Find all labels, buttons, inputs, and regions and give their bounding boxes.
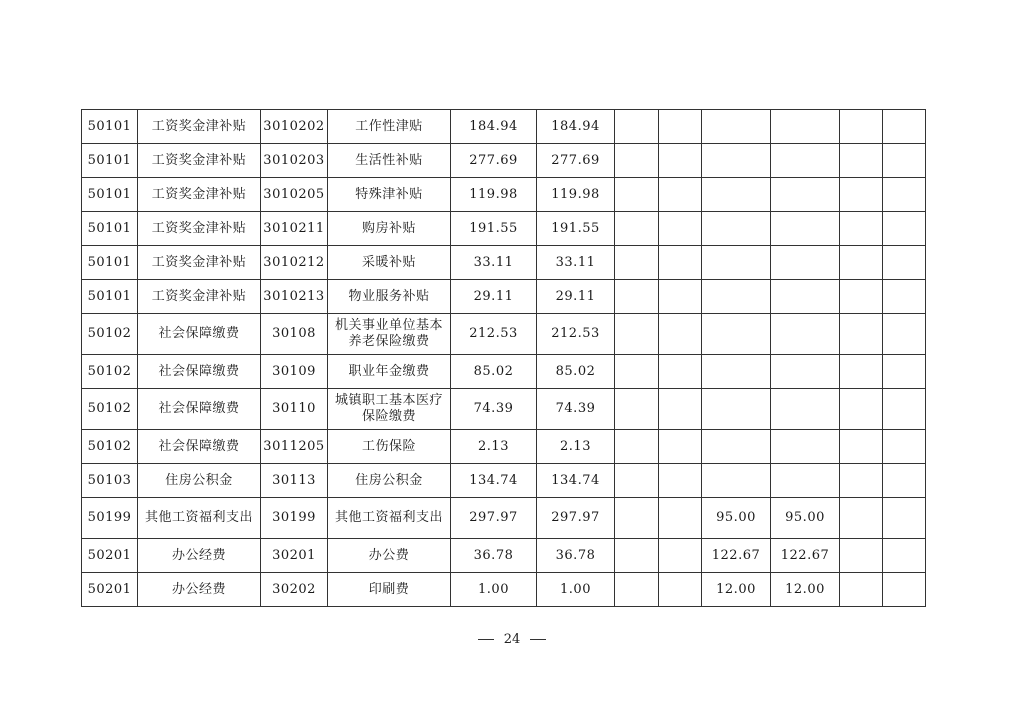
- total-amount-text: 119.98: [469, 186, 518, 202]
- basic-amount-cell: [537, 389, 615, 430]
- econ-class-name-cell: [138, 144, 261, 178]
- table-row: [82, 110, 926, 144]
- total-amount-text: 29.11: [473, 288, 514, 304]
- econ-class-name-text: 办公经费: [171, 547, 226, 563]
- subject-code-cell: [261, 144, 328, 178]
- econ-class-code-cell: [82, 144, 138, 178]
- col-9-cell: [702, 539, 771, 573]
- econ-class-name-text: 工资奖金津补贴: [151, 152, 247, 168]
- col-8-cell: [659, 110, 702, 144]
- subject-code-cell: [261, 110, 328, 144]
- econ-class-code-text: 50102: [87, 326, 132, 341]
- econ-class-code-cell: [82, 355, 138, 389]
- table-row: [82, 280, 926, 314]
- col-12-cell: [883, 539, 926, 573]
- table-row: [82, 430, 926, 464]
- col-9-cell: [702, 389, 771, 430]
- col-12-cell: [883, 212, 926, 246]
- col-9-cell: [702, 573, 771, 607]
- table-row: [82, 539, 926, 573]
- subject-name-text: 特殊津补贴: [355, 186, 423, 202]
- col-7-cell: [615, 280, 659, 314]
- col-9-text: 12.00: [716, 581, 756, 597]
- col-10-text: 122.67: [780, 547, 830, 563]
- econ-class-name-text: 社会保障缴费: [158, 401, 240, 416]
- basic-amount-text: 297.97: [551, 510, 600, 525]
- basic-amount-text: 212.53: [551, 326, 600, 341]
- subject-name-cell: [328, 246, 451, 280]
- econ-class-code-cell: [82, 212, 138, 246]
- basic-amount-text: 33.11: [555, 254, 596, 270]
- col-8-cell: [659, 280, 702, 314]
- subject-code-cell: [261, 539, 328, 573]
- total-amount-text: 297.97: [469, 510, 518, 525]
- basic-amount-cell: [537, 573, 615, 607]
- col-8-cell: [659, 144, 702, 178]
- basic-amount-text: 134.74: [551, 472, 600, 488]
- total-amount-cell: [451, 314, 537, 355]
- col-10-cell: [771, 573, 840, 607]
- subject-code-text: 3011205: [263, 438, 325, 454]
- basic-amount-text: 2.13: [560, 438, 591, 454]
- subject-code-cell: [261, 314, 328, 355]
- col-7-cell: [615, 389, 659, 430]
- col-12-cell: [883, 430, 926, 464]
- col-7-cell: [615, 178, 659, 212]
- econ-class-name-text: 工资奖金津补贴: [151, 220, 247, 236]
- table-row: [82, 573, 926, 607]
- col-10-cell: [771, 246, 840, 280]
- subject-name-text: 工作性津贴: [355, 118, 423, 134]
- subject-name-cell: [328, 144, 451, 178]
- basic-amount-text: 74.39: [555, 401, 596, 416]
- econ-class-name-text: 工资奖金津补贴: [151, 118, 247, 134]
- subject-name-cell: [328, 355, 451, 389]
- footer-dash-left: [478, 639, 494, 640]
- econ-class-code-cell: [82, 573, 138, 607]
- total-amount-cell: [451, 246, 537, 280]
- econ-class-code-text: 50101: [87, 186, 132, 202]
- col-7-cell: [615, 430, 659, 464]
- subject-name-text: 其他工资福利支出: [334, 510, 443, 525]
- econ-class-name-cell: [138, 573, 261, 607]
- col-11-cell: [840, 280, 883, 314]
- col-9-cell: [702, 110, 771, 144]
- subject-code-cell: [261, 430, 328, 464]
- subject-code-cell: [261, 355, 328, 389]
- econ-class-name-cell: [138, 110, 261, 144]
- total-amount-cell: [451, 212, 537, 246]
- subject-code-text: 30110: [272, 401, 316, 416]
- econ-class-code-text: 50103: [87, 472, 132, 488]
- table-row: [82, 314, 926, 355]
- basic-amount-text: 277.69: [551, 152, 600, 168]
- col-11-cell: [840, 464, 883, 498]
- subject-name-cell: [328, 212, 451, 246]
- econ-class-code-text: 50101: [87, 220, 132, 236]
- col-11-cell: [840, 498, 883, 539]
- col-8-cell: [659, 314, 702, 355]
- col-10-text: 12.00: [785, 581, 825, 597]
- col-10-cell: [771, 389, 840, 430]
- total-amount-text: 277.69: [469, 152, 518, 168]
- econ-class-name-cell: [138, 314, 261, 355]
- econ-class-code-cell: [82, 498, 138, 539]
- total-amount-cell: [451, 110, 537, 144]
- total-amount-text: 1.00: [478, 581, 509, 597]
- econ-class-code-text: 50101: [87, 152, 132, 168]
- econ-class-code-cell: [82, 464, 138, 498]
- col-9-cell: [702, 144, 771, 178]
- col-8-cell: [659, 355, 702, 389]
- col-11-cell: [840, 178, 883, 212]
- col-10-cell: [771, 314, 840, 355]
- col-12-cell: [883, 280, 926, 314]
- table-row: [82, 355, 926, 389]
- col-11-cell: [840, 212, 883, 246]
- total-amount-text: 36.78: [473, 547, 514, 563]
- col-12-cell: [883, 355, 926, 389]
- total-amount-cell: [451, 355, 537, 389]
- subject-name-cell: [328, 430, 451, 464]
- col-11-cell: [840, 573, 883, 607]
- subject-code-text: 3010205: [263, 186, 325, 202]
- subject-code-text: 30109: [272, 363, 316, 379]
- subject-name-text: 城镇职工基本医疗保险缴费: [334, 393, 443, 424]
- econ-class-name-text: 工资奖金津补贴: [151, 288, 247, 304]
- col-10-cell: [771, 178, 840, 212]
- econ-class-code-text: 50101: [87, 288, 132, 304]
- econ-class-code-cell: [82, 314, 138, 355]
- table-row: [82, 178, 926, 212]
- total-amount-cell: [451, 464, 537, 498]
- col-12-cell: [883, 389, 926, 430]
- col-8-cell: [659, 464, 702, 498]
- col-10-cell: [771, 539, 840, 573]
- col-12-cell: [883, 573, 926, 607]
- total-amount-text: 2.13: [478, 438, 509, 454]
- basic-amount-text: 85.02: [555, 363, 596, 379]
- basic-amount-text: 191.55: [551, 220, 600, 236]
- subject-name-cell: [328, 110, 451, 144]
- subject-name-text: 办公费: [368, 547, 410, 563]
- col-7-cell: [615, 212, 659, 246]
- col-9-cell: [702, 280, 771, 314]
- col-12-cell: [883, 498, 926, 539]
- col-7-cell: [615, 464, 659, 498]
- col-7-cell: [615, 539, 659, 573]
- econ-class-name-cell: [138, 539, 261, 573]
- col-8-cell: [659, 246, 702, 280]
- col-7-cell: [615, 110, 659, 144]
- econ-class-code-text: 50101: [87, 118, 132, 134]
- econ-class-code-text: 50199: [87, 510, 132, 525]
- col-11-cell: [840, 430, 883, 464]
- table-row: [82, 498, 926, 539]
- col-11-cell: [840, 539, 883, 573]
- econ-class-code-text: 50102: [87, 363, 132, 379]
- subject-name-text: 采暖补贴: [361, 254, 416, 270]
- subject-name-cell: [328, 498, 451, 539]
- subject-code-cell: [261, 389, 328, 430]
- col-9-cell: [702, 498, 771, 539]
- basic-amount-cell: [537, 178, 615, 212]
- subject-code-text: 30201: [272, 547, 316, 563]
- econ-class-name-cell: [138, 430, 261, 464]
- total-amount-cell: [451, 539, 537, 573]
- subject-name-text: 职业年金缴费: [348, 363, 430, 379]
- econ-class-name-cell: [138, 212, 261, 246]
- econ-class-name-text: 工资奖金津补贴: [151, 254, 247, 270]
- econ-class-name-cell: [138, 355, 261, 389]
- col-10-cell: [771, 144, 840, 178]
- total-amount-cell: [451, 178, 537, 212]
- subject-code-text: 3010202: [263, 118, 325, 134]
- col-10-cell: [771, 464, 840, 498]
- col-9-cell: [702, 430, 771, 464]
- table-row: [82, 389, 926, 430]
- total-amount-cell: [451, 389, 537, 430]
- total-amount-cell: [451, 498, 537, 539]
- econ-class-code-text: 50102: [87, 438, 132, 454]
- col-9-cell: [702, 355, 771, 389]
- econ-class-code-cell: [82, 178, 138, 212]
- econ-class-code-cell: [82, 389, 138, 430]
- col-9-text: 122.67: [711, 547, 761, 563]
- total-amount-cell: [451, 430, 537, 464]
- col-11-cell: [840, 389, 883, 430]
- table-row: [82, 212, 926, 246]
- col-7-cell: [615, 246, 659, 280]
- col-7-cell: [615, 573, 659, 607]
- subject-name-text: 印刷费: [368, 581, 410, 597]
- subject-name-text: 住房公积金: [355, 472, 423, 488]
- basic-amount-cell: [537, 464, 615, 498]
- econ-class-name-text: 办公经费: [171, 581, 226, 597]
- econ-class-code-text: 50102: [87, 401, 132, 416]
- econ-class-name-cell: [138, 280, 261, 314]
- total-amount-text: 74.39: [473, 401, 514, 416]
- col-12-cell: [883, 464, 926, 498]
- subject-code-cell: [261, 280, 328, 314]
- subject-name-text: 工伤保险: [361, 438, 416, 454]
- econ-class-name-cell: [138, 178, 261, 212]
- econ-class-name-text: 社会保障缴费: [158, 438, 240, 454]
- subject-code-text: 30199: [272, 510, 316, 525]
- basic-amount-text: 36.78: [555, 547, 596, 563]
- subject-code-text: 3010211: [263, 220, 325, 236]
- col-7-cell: [615, 314, 659, 355]
- total-amount-text: 184.94: [469, 118, 518, 134]
- subject-code-text: 30108: [272, 326, 316, 341]
- total-amount-cell: [451, 573, 537, 607]
- col-11-cell: [840, 355, 883, 389]
- subject-code-cell: [261, 212, 328, 246]
- subject-code-cell: [261, 498, 328, 539]
- subject-name-cell: [328, 539, 451, 573]
- econ-class-name-text: 社会保障缴费: [158, 363, 240, 379]
- basic-amount-cell: [537, 430, 615, 464]
- subject-code-cell: [261, 246, 328, 280]
- col-11-cell: [840, 314, 883, 355]
- col-10-cell: [771, 110, 840, 144]
- total-amount-text: 212.53: [469, 326, 518, 341]
- econ-class-name-cell: [138, 498, 261, 539]
- col-9-text: 95.00: [716, 510, 756, 525]
- col-8-cell: [659, 573, 702, 607]
- col-9-cell: [702, 212, 771, 246]
- basic-amount-cell: [537, 498, 615, 539]
- table-row: [82, 246, 926, 280]
- basic-amount-cell: [537, 314, 615, 355]
- col-8-cell: [659, 539, 702, 573]
- econ-class-name-text: 住房公积金: [165, 472, 233, 488]
- subject-code-text: 30113: [272, 472, 316, 488]
- econ-class-name-text: 工资奖金津补贴: [151, 186, 247, 202]
- col-12-cell: [883, 110, 926, 144]
- col-8-cell: [659, 178, 702, 212]
- col-9-cell: [702, 246, 771, 280]
- subject-name-cell: [328, 280, 451, 314]
- basic-amount-cell: [537, 110, 615, 144]
- subject-code-text: 3010212: [263, 254, 325, 270]
- col-9-cell: [702, 314, 771, 355]
- subject-name-cell: [328, 314, 451, 355]
- econ-class-name-text: 社会保障缴费: [158, 326, 240, 341]
- table-body: [82, 110, 926, 607]
- subject-name-text: 物业服务补贴: [348, 288, 430, 304]
- basic-amount-cell: [537, 280, 615, 314]
- econ-class-name-cell: [138, 389, 261, 430]
- col-11-cell: [840, 110, 883, 144]
- basic-amount-cell: [537, 355, 615, 389]
- econ-class-name-text: 其他工资福利支出: [144, 510, 253, 525]
- col-7-cell: [615, 498, 659, 539]
- subject-code-cell: [261, 573, 328, 607]
- table-row: [82, 464, 926, 498]
- basic-amount-cell: [537, 144, 615, 178]
- basic-amount-text: 184.94: [551, 118, 600, 134]
- total-amount-text: 33.11: [473, 254, 514, 270]
- basic-amount-text: 119.98: [551, 186, 600, 202]
- econ-class-code-cell: [82, 246, 138, 280]
- col-10-cell: [771, 430, 840, 464]
- col-7-cell: [615, 355, 659, 389]
- subject-code-cell: [261, 464, 328, 498]
- subject-name-cell: [328, 389, 451, 430]
- subject-code-text: 3010203: [263, 152, 325, 168]
- subject-code-text: 30202: [272, 581, 316, 597]
- total-amount-cell: [451, 144, 537, 178]
- subject-name-cell: [328, 178, 451, 212]
- econ-class-name-cell: [138, 464, 261, 498]
- col-11-cell: [840, 144, 883, 178]
- col-12-cell: [883, 314, 926, 355]
- col-10-cell: [771, 498, 840, 539]
- econ-class-code-cell: [82, 280, 138, 314]
- col-10-cell: [771, 280, 840, 314]
- col-12-cell: [883, 144, 926, 178]
- col-10-text: 95.00: [785, 510, 825, 525]
- col-11-cell: [840, 246, 883, 280]
- col-8-cell: [659, 212, 702, 246]
- econ-class-code-cell: [82, 430, 138, 464]
- page-number: 24: [503, 632, 521, 647]
- budget-table: [81, 109, 926, 607]
- page-footer: [0, 632, 1024, 647]
- subject-code-text: 3010213: [263, 288, 325, 304]
- basic-amount-cell: [537, 246, 615, 280]
- col-8-cell: [659, 498, 702, 539]
- basic-amount-cell: [537, 539, 615, 573]
- total-amount-cell: [451, 280, 537, 314]
- econ-class-code-text: 50201: [87, 581, 132, 597]
- econ-class-name-cell: [138, 246, 261, 280]
- subject-name-cell: [328, 573, 451, 607]
- col-10-cell: [771, 212, 840, 246]
- subject-name-text: 购房补贴: [361, 220, 416, 236]
- econ-class-code-text: 50201: [87, 547, 132, 563]
- econ-class-code-text: 50101: [87, 254, 132, 270]
- col-9-cell: [702, 464, 771, 498]
- total-amount-text: 191.55: [469, 220, 518, 236]
- col-12-cell: [883, 246, 926, 280]
- basic-amount-cell: [537, 212, 615, 246]
- subject-name-cell: [328, 464, 451, 498]
- basic-amount-text: 1.00: [560, 581, 591, 597]
- table-row: [82, 144, 926, 178]
- subject-name-text: 机关事业单位基本养老保险缴费: [334, 318, 443, 349]
- col-8-cell: [659, 430, 702, 464]
- col-10-cell: [771, 355, 840, 389]
- col-8-cell: [659, 389, 702, 430]
- total-amount-text: 85.02: [473, 363, 514, 379]
- subject-code-cell: [261, 178, 328, 212]
- col-9-cell: [702, 178, 771, 212]
- col-7-cell: [615, 144, 659, 178]
- basic-amount-text: 29.11: [555, 288, 596, 304]
- econ-class-code-cell: [82, 110, 138, 144]
- col-12-cell: [883, 178, 926, 212]
- total-amount-text: 134.74: [469, 472, 518, 488]
- footer-dash-right: [530, 639, 546, 640]
- subject-name-text: 生活性补贴: [355, 152, 423, 168]
- econ-class-code-cell: [82, 539, 138, 573]
